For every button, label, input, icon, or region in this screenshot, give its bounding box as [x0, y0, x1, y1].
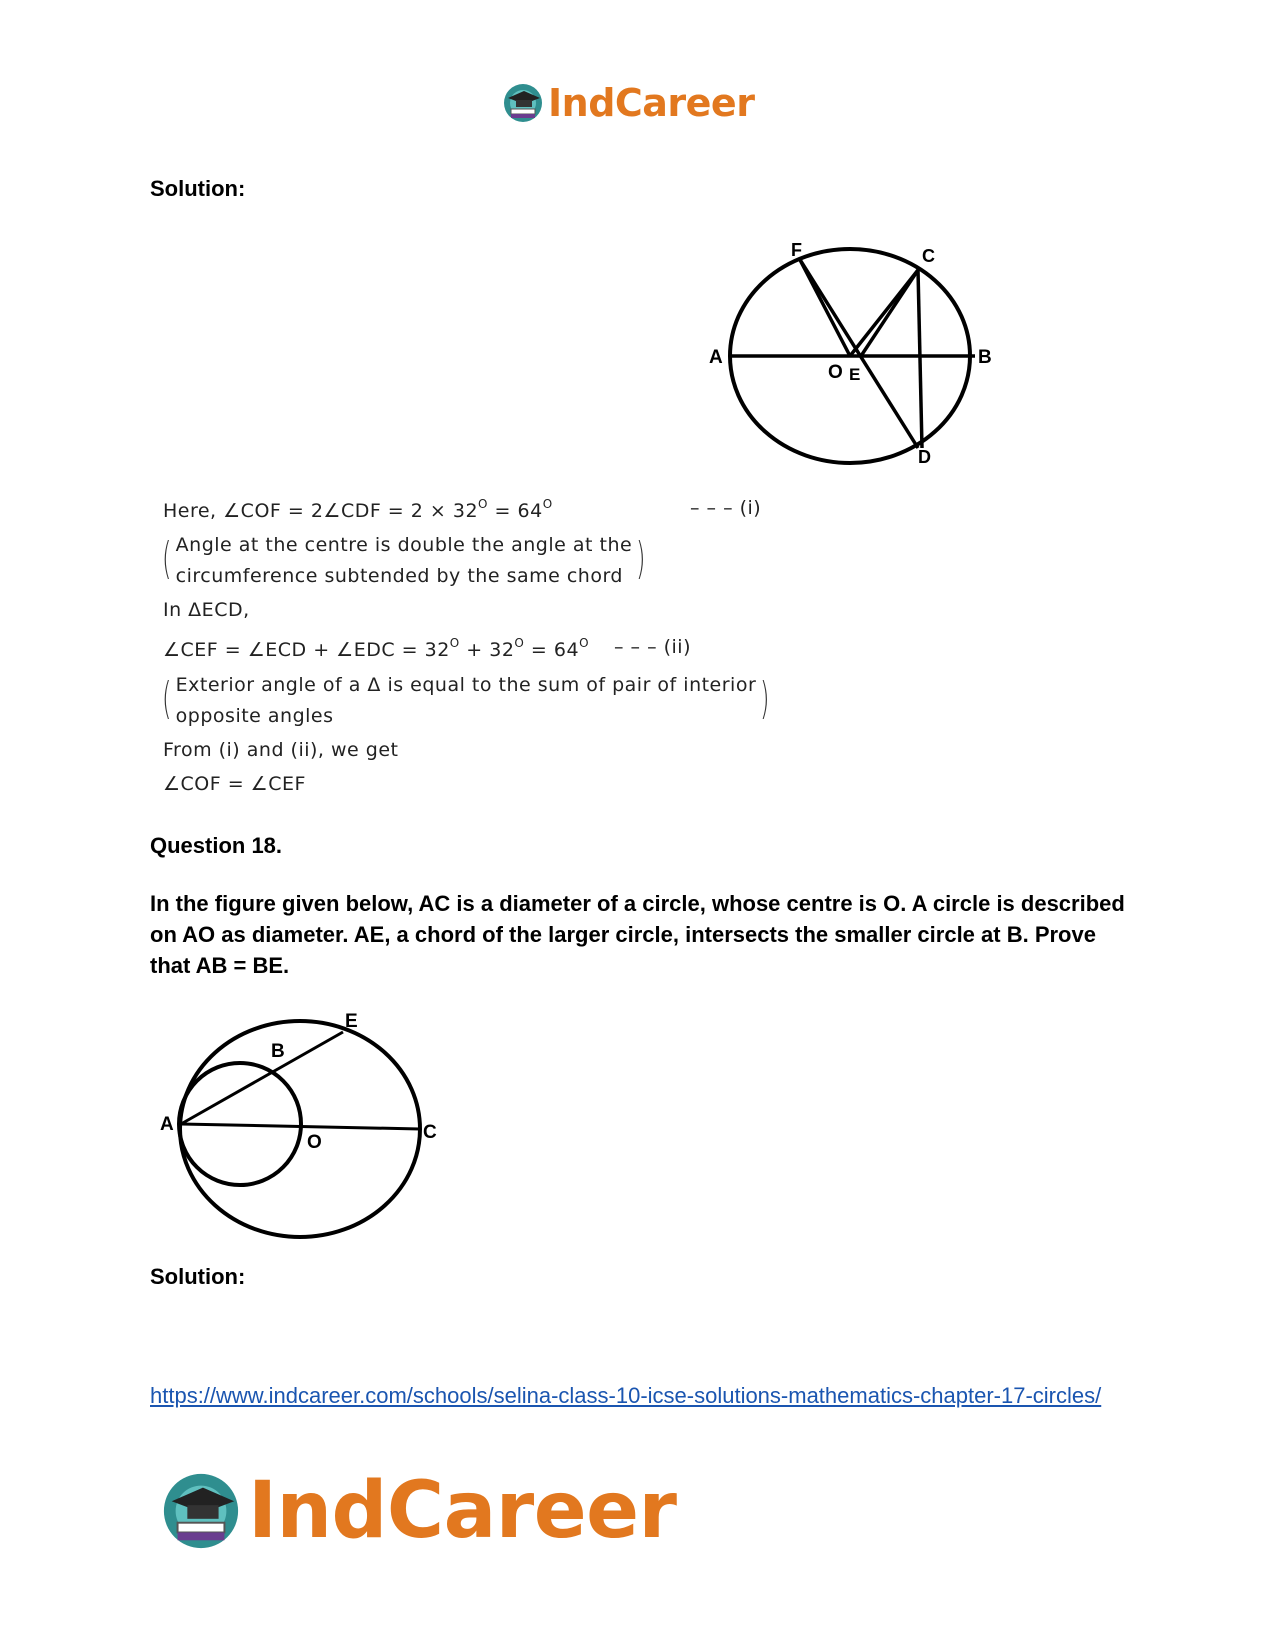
label-b: B — [978, 347, 992, 368]
equation-ref-1: – – – (i) — [690, 497, 762, 519]
source-link[interactable]: https://www.indcareer.com/schools/selina-class-10-icse-solutions-mathematics-chapter-17-circles/ — [150, 1383, 1102, 1408]
equation-ref-2: – – – (ii) — [614, 636, 692, 658]
brand-name: IndCareer — [248, 1466, 677, 1556]
label-d: D — [918, 447, 931, 467]
label-o: O — [307, 1132, 322, 1153]
label-e: E — [849, 365, 861, 384]
label-c: C — [922, 246, 935, 266]
circle-figure-1 — [700, 238, 1000, 478]
solution-2-heading: Solution: — [150, 1264, 246, 1289]
reason-1: ( Angle at the centre is double the angle at the circumference subtended by the same chord ) — [161, 533, 646, 587]
label-f: F — [791, 240, 802, 260]
label-c: C — [423, 1122, 437, 1143]
question-title: Question 18. — [150, 833, 283, 858]
label-e: E — [345, 1011, 358, 1032]
reason-2: ( Exterior angle of a Δ is equal to the sum of pair of interior opposite angles ) — [161, 673, 770, 727]
solution-heading: Solution: — [150, 176, 246, 201]
math-line-2: In ΔECD, — [163, 599, 250, 621]
label-o: O — [828, 362, 843, 383]
label-a: A — [709, 347, 723, 368]
footer-logo[interactable] — [160, 1466, 677, 1556]
graduation-cap-globe-icon — [160, 1470, 242, 1552]
label-a: A — [160, 1114, 174, 1135]
brand-name: IndCareer — [548, 81, 755, 125]
math-line-3: ∠CEF = ∠ECD + ∠EDC = $32^O + 32^O = 64^O$ — [163, 636, 590, 661]
math-line-1: Here, ∠COF = 2∠CDF = $2 \times 32^O = 64^O$ — [163, 497, 553, 522]
graduation-cap-globe-icon — [502, 82, 544, 124]
circle-figure-2 — [150, 1000, 450, 1245]
math-line-5: ∠COF = ∠CEF — [163, 773, 306, 795]
math-line-4: From (i) and (ii), we get — [163, 739, 399, 761]
question-text: In the figure given below, AC is a diameter of a circle, whose centre is O. A circle is described on AO as diameter. AE, a chord of the larger circle, intersects the smaller circle at B. Prove that AB = BE. — [150, 891, 1125, 978]
label-b: B — [271, 1041, 285, 1062]
header-logo[interactable] — [502, 78, 754, 128]
